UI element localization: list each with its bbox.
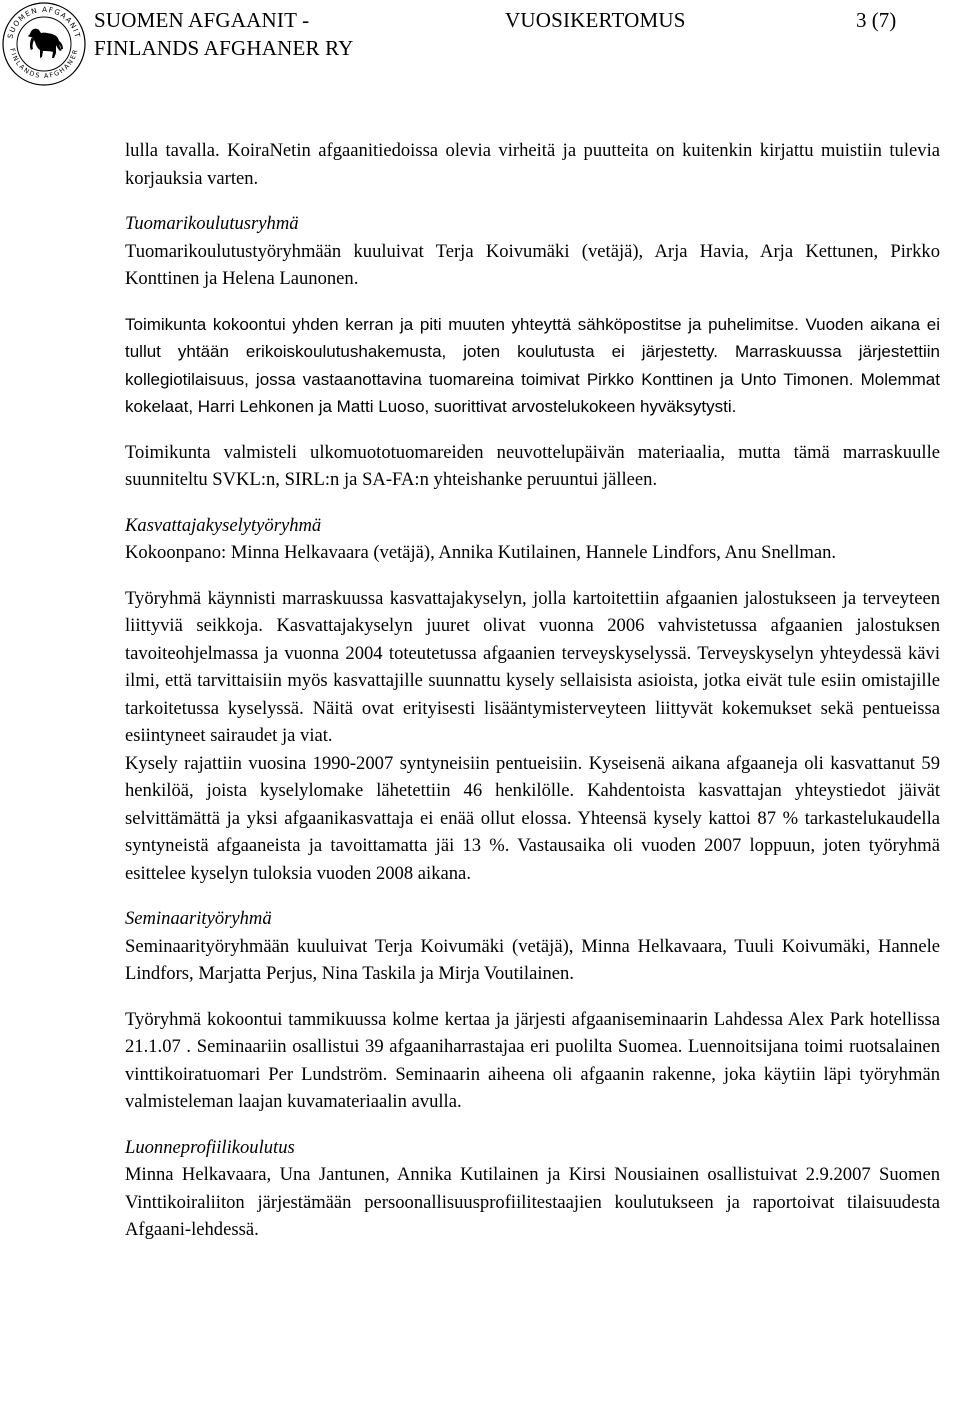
section-heading-tuomarikoulutus: Tuomarikoulutusryhmä [125, 213, 299, 234]
section-heading-kasvattajakysely: Kasvattajakyselytyöryhmä [125, 514, 322, 536]
club-logo-icon [0, 0, 88, 88]
paragraph-kasvattaja-members: Kokoonpano: Minna Helkavaara (vetäjä), Annika Kutilainen, Hannele Lindfors, Anu Snellman. [125, 542, 837, 563]
paragraph-kasvattaja-scope: Kysely rajattiin vuosina 1990-2007 syntyneisiin pentueisiin. Kyseisenä aikana afgaaneja oli kasvattanut 59 henkilöä, joista kyselylomake lähetettiin 46 henkilölle. Kahdentoista kasvattajan yhteystiedot jäivät selvittämättä ja yksi afgaanikasvattaja ei enää ollut elossa. Yhteensä kysely kattoi 87 % tarkastelukaudella syntyneistä afgaaneista ja tavoittamatta jäi 13 %. Vastausaika oli vuoden 2007 loppuun, joten työryhmä esittelee kyselyn tuloksia vuoden 2008 aikana. [125, 752, 940, 884]
organization-name-fi: SUOMEN AFGAANIT - [94, 8, 310, 32]
afghan-hound-icon [28, 29, 63, 58]
page-number: 3 (7) [856, 8, 897, 32]
paragraph-tuomari-activity-part2: Molemmat kokelaat, Harri Lehkonen ja Matti Luoso, suorittivat arvostelukokeen hyväksytysti. [125, 369, 940, 416]
paragraph-luonneprofiili: Minna Helkavaara, Una Jantunen, Annika Kutilainen ja Kirsi Nousiainen osallistuivat 2.9.2007 Suomen Vinttikoiraliiton järjestämään persoonallisuusprofiilitestaajien koulutukseen ja raportoivat tilaisuudesta Afgaani-lehdessä. [125, 1164, 940, 1240]
section-heading-luonneprofiili: Luonneprofiilikoulutus [125, 1136, 295, 1158]
paragraph-kasvattaja-survey: Työryhmä käynnisti marraskuussa kasvattajakyselyn, jolla kartoitettiin afgaanien jalostukseen ja terveyteen liittyviä seikkoja. Kasvattajakyselyn juuret olivat vuonna 2006 vahvistetussa afgaanien jalostuksen tavoiteohjelmassa ja vuonna 2004 toteutetussa afgaanien terveyskyselyssä. Terveyskyselyn yhteydessä kävi ilmi, että tarvittaisiin myös kasvattajille suunnattu kysely sellaisista asioista, jotka eivät tule esiin omistajille tarkoitetussa kyselyssä. Näitä ovat erityisesti lisääntymisterveyteen liittyvät kokemukset sekä pentueissa esiintyneet sairaudet ja viat. [125, 587, 940, 746]
paragraph-koiranet: lulla tavalla. KoiraNetin afgaanitiedoissa olevia virheitä ja puutteita on kuitenkin kirjattu muistiin tulevia korjauksia varten. [125, 140, 940, 189]
paragraph-seminaari-event: Työryhmä kokoontui tammikuussa kolme kertaa ja järjesti afgaaniseminaarin Lahdessa Alex Park hotellissa 21.1.07 . Seminaariin osallistui 39 afgaaniharrastajaa eri puolilta Suomea. Luennoitsijana toimi ruotsalainen vinttikoiratuomari Per Lundström. Seminaarin aiheena oli afgaanin rakenne, joka käytiin läpi työryhmän valmisteleman laajan kuvamateriaalin avulla. [125, 1008, 940, 1112]
organization-name [94, 6, 354, 62]
document-body [125, 137, 940, 1244]
logo-ring-bottom-text: FINLANDS AFGHANER [8, 47, 80, 81]
svg-text:FINLANDS AFGHANER [8, 47, 79, 80]
section-heading-seminaari: Seminaarityöryhmä [125, 908, 272, 929]
page-header [0, 0, 960, 90]
organization-name-sv: FINLANDS AFGHANER RY [94, 36, 354, 60]
logo-ring-top-text: SUOMEN AFGAANIT [5, 4, 83, 40]
paragraph-tuomari-members: Tuomarikoulutustyöryhmään kuuluivat Terja Koivumäki (vetäjä), Arja Havia, Arja Kettunen, Pirkko Konttinen ja Helena Launonen. [125, 240, 940, 289]
paragraph-seminaari-members: Seminaarityöryhmään kuuluivat Terja Koivumäki (vetäjä), Minna Helkavaara, Tuuli Koivumäki, Hannele Lindfors, Marjatta Perjus, Nina Taskila ja Mirja Voutilainen. [125, 935, 940, 984]
paragraph-tuomari-activity-part1: Toimikunta kokoontui yhden kerran ja piti muuten yhteyttä sähköpostitse ja puhelimitse. Vuoden aikana ei tullut yhtään erikoiskoulutushakemusta, joten koulutusta ei järjestetty. Marraskuussa järjestettiin kollegiotilaisuus, jossa vastaanottavina tuomareina toimivat Pirkko Konttinen ja Unto Timonen. [125, 314, 940, 389]
paragraph-tuomari-activity [125, 311, 940, 421]
document-title: VUOSIKERTOMUS [505, 8, 686, 32]
paragraph-tuomari-seminar: Toimikunta valmisteli ulkomuototuomareiden neuvottelupäivän materiaalia, mutta tämä marraskuulle suunniteltu SVKL:n, SIRL:n ja SA-FA:n yhteishanke peruuntui jälleen. [125, 441, 940, 490]
